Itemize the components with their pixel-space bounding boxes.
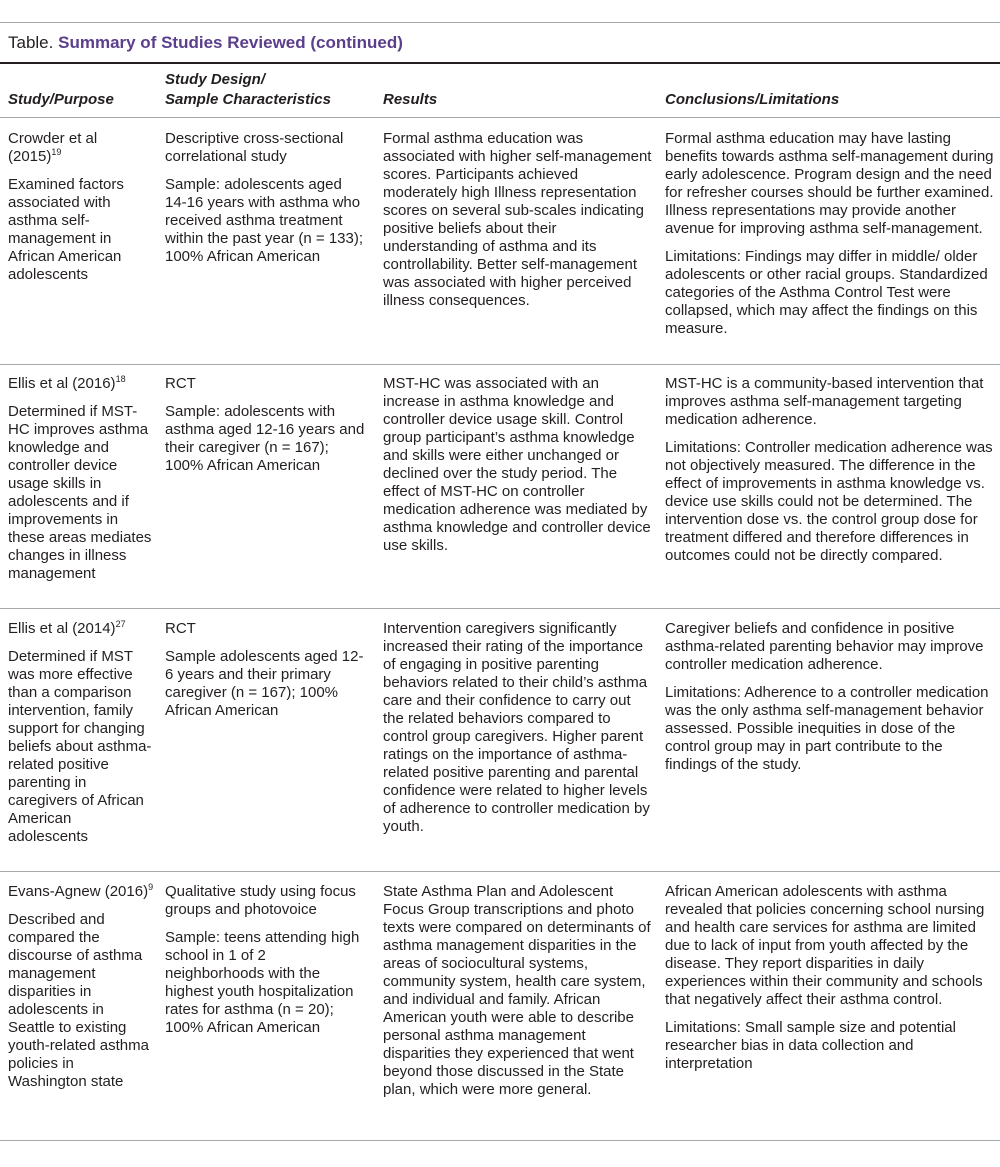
conclusion-text: Formal asthma education may have lasting benefits towards asthma self-management during early adolescence. Program design and the need for refresher courses should be further examined. Illness representations may provide another avenue for improving asthma self-management. [665,130,994,237]
bottom-rule [0,1140,1000,1141]
header-design-line2: Sample Characteristics [165,91,331,108]
reference-number: 19 [51,147,62,157]
limitations-text: Limitations: Findings may differ in middle/ older adolescents or other racial groups. Standardized categories of the Asthma Control Test were collapsed, which may affect the findings on this measure. [665,248,988,337]
results-cell [383,375,655,565]
reference-number: 27 [115,619,126,629]
header-design-line1: Study Design/ [165,71,266,88]
study-purpose-cell [8,130,154,294]
study-design: RCT [165,375,196,392]
study-author: Crowder et al (2015) [8,130,98,165]
sample-characteristics: Sample: adolescents with asthma aged 12-16 years and their caregiver (n = 167); 100% African American [165,403,365,474]
results-text: State Asthma Plan and Adolescent Focus Group transcriptions and photo texts were compared on determinants of asthma management disparities in the areas of sociocultural systems, community system, health care system, and individual and family. African American youth were able to describe personal asthma management disparities they experienced that went beyond those discussed in the State plan, which were more general. [383,883,651,1098]
study-author: Ellis et al (2016) [8,375,116,392]
reference-number: 9 [148,882,154,892]
top-rule [0,22,1000,23]
row-divider [0,871,1000,872]
header-study-design [165,70,331,110]
study-purpose: Determined if MST was more effective than a comparison intervention, family support for changing beliefs about asthma-related positive parenting in caregivers of African American adolescents [8,648,152,845]
study-author: Evans-Agnew (2016) [8,883,149,900]
design-cell [165,620,365,730]
design-cell [165,375,365,485]
design-cell [165,883,365,1047]
study-design: Qualitative study using focus groups and photovoice [165,883,356,918]
study-citation [8,375,154,393]
study-citation [8,130,154,166]
conclusions-cell [665,620,997,784]
row-divider [0,364,1000,365]
study-design: Descriptive cross-sectional correlational study [165,130,344,165]
header-study-purpose: Study/Purpose [8,91,114,108]
conclusion-text: MST-HC is a community-based intervention that improves asthma self-management targeting medication adherence. [665,375,984,428]
results-text: MST-HC was associated with an increase in asthma knowledge and controller device usage skill. Control group participant’s asthma knowledge and skills were either unchanged or declined over the study period. The effect of MST-HC on controller medication adherence was mediated by asthma knowledge and controller device use skills. [383,375,651,554]
results-text: Intervention caregivers significantly increased their rating of the importance of engaging in positive parenting behaviors related to their child’s asthma care and their confidence to carry out the related behaviors compared to control group caregivers. Higher parent ratings on the importance of asthma-related positive parenting and parental confidence were related to higher levels of adherence to controller medication by youth. [383,620,650,835]
header-underline [0,117,1000,118]
limitations-text: Limitations: Controller medication adherence was not objectively measured. The difference in the effect of improvements in asthma knowledge vs. device use skills could not be determined. The intervention dose vs. the control group dose for treatment differed and therefore differences in outcomes could not be directly compared. [665,439,993,564]
header-conclusions: Conclusions/Limitations [665,91,840,108]
results-text: Formal asthma education was associated with higher self-management scores. Participants achieved moderately high Illness representation scores on several sub-scales indicating positive beliefs about their understanding of asthma and its controllability. Better self-management was associated with higher perceived illness consequences. [383,130,652,309]
study-purpose: Determined if MST-HC improves asthma knowledge and controller device usage skills in adolescents and if improvements in these areas mediates changes in illness management [8,403,152,582]
conclusions-cell [665,130,997,348]
results-cell [383,130,655,320]
table-caption [8,32,403,54]
study-design: RCT [165,620,196,637]
study-citation [8,883,154,901]
header-rule [0,62,1000,64]
row-divider [0,608,1000,609]
results-cell [383,883,655,1109]
study-citation [8,620,154,638]
results-cell [383,620,655,846]
header-results: Results [383,91,438,108]
design-cell [165,130,365,276]
limitations-text: Limitations: Small sample size and potential researcher bias in data collection and interpretation [665,1019,956,1072]
conclusion-text: Caregiver beliefs and confidence in positive asthma-related parenting behavior may improve controller medication adherence. [665,620,984,673]
sample-characteristics: Sample: teens attending high school in 1 of 2 neighborhoods with the highest youth hospitalization rates for asthma (n = 20); 100% African American [165,929,360,1036]
study-purpose: Described and compared the discourse of asthma management disparities in adolescents in Seattle to existing youth-related asthma policies in Washington state [8,911,149,1090]
caption-prefix: Table. [8,33,54,52]
sample-characteristics: Sample adolescents aged 12-6 years and their primary caregiver (n = 167); 100% African American [165,648,364,719]
conclusion-text: African American adolescents with asthma revealed that policies concerning school nursing and health care services for asthma are limited due to lack of input from youth affected by the disease. They report disparities in daily experiences within their community and schools that negatively affect their asthma control. [665,883,985,1008]
reference-number: 18 [115,374,126,384]
study-purpose: Examined factors associated with asthma self-management in African American adolescents [8,176,124,283]
sample-characteristics: Sample: adolescents aged 14-16 years with asthma who received asthma treatment within the past year (n = 133); 100% African American [165,176,364,265]
conclusions-cell [665,883,997,1083]
table-header [0,66,1000,114]
study-author: Ellis et al (2014) [8,620,116,637]
study-purpose-cell [8,375,154,593]
limitations-text: Limitations: Adherence to a controller medication was the only asthma self-management behavior assessed. Possible inequities in dose of the control group may in part contribute to the findings of the study. [665,684,989,773]
table-title: Summary of Studies Reviewed (continued) [58,33,403,52]
study-purpose-cell [8,620,154,856]
study-purpose-cell [8,883,154,1101]
conclusions-cell [665,375,997,575]
